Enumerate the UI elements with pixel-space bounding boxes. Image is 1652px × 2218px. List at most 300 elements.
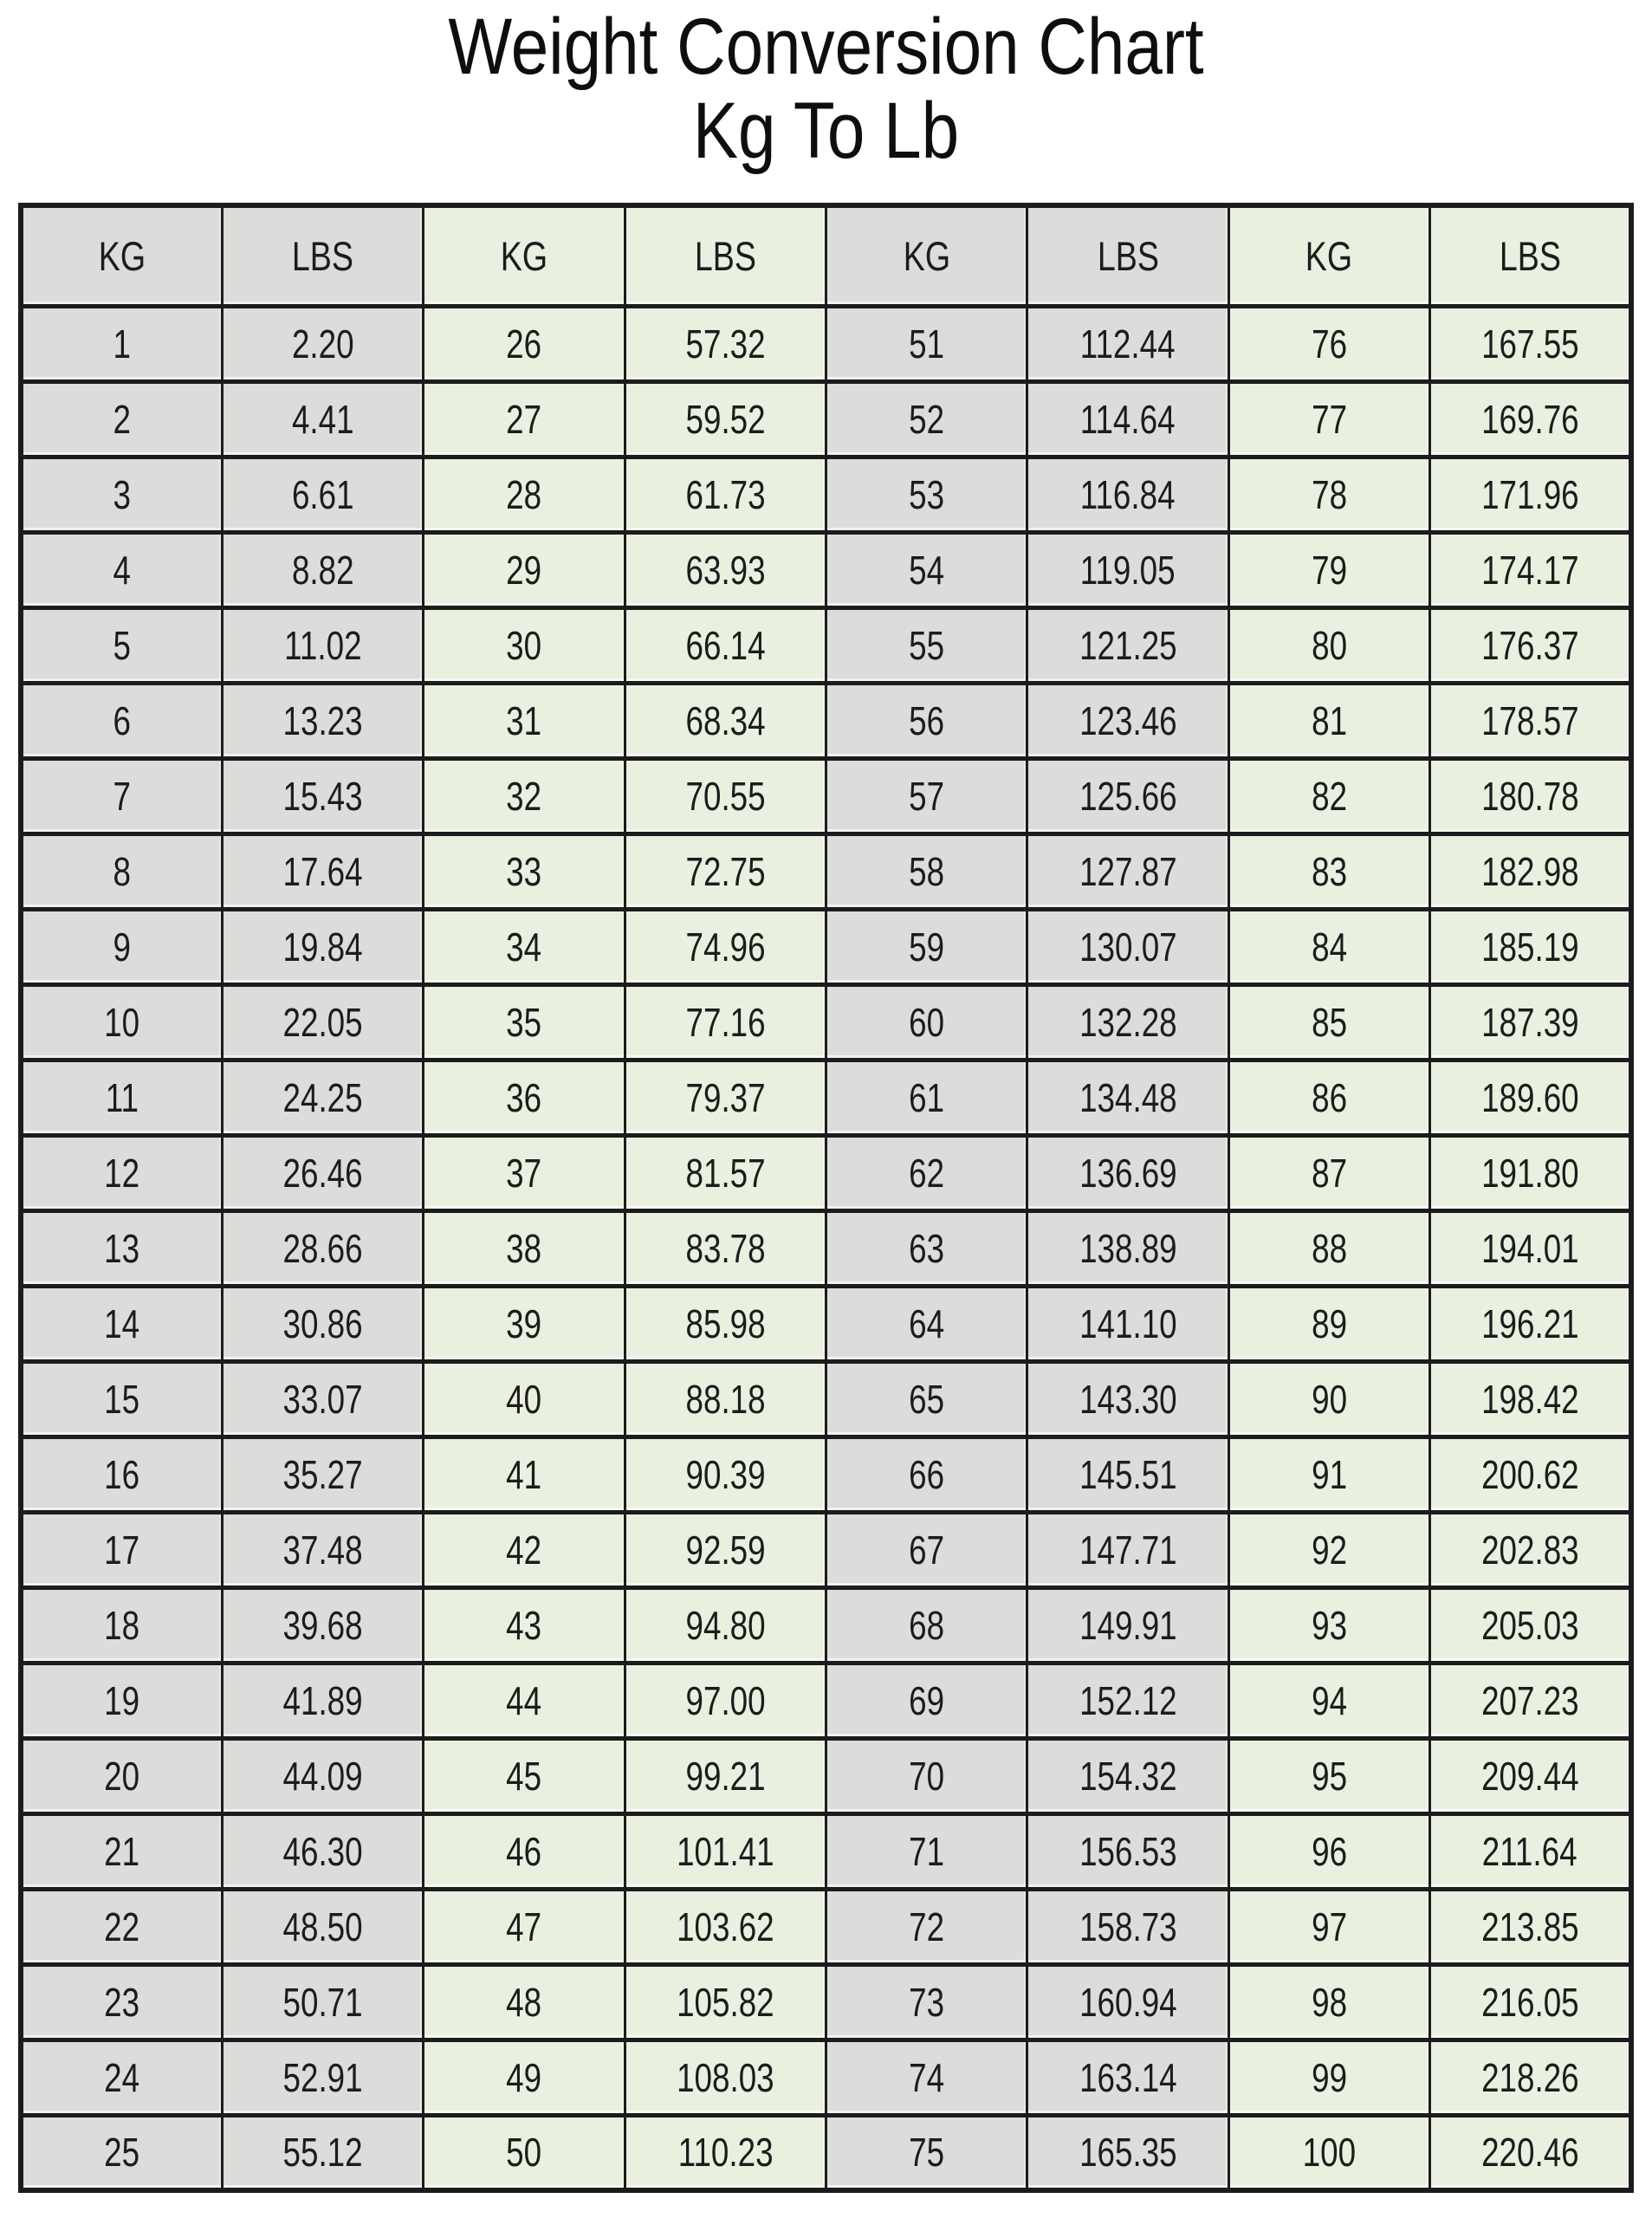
kg-cell: [826, 1813, 1027, 1889]
kg-cell-text: 25: [104, 2130, 140, 2176]
header-cell-kg-text: KG: [903, 232, 950, 279]
lbs-cell-text: 30.86: [282, 1300, 363, 1346]
kg-cell-text: 75: [909, 2130, 945, 2176]
lbs-cell: [222, 1286, 423, 1361]
kg-cell-text: 86: [1311, 1074, 1347, 1120]
table-row: [21, 1060, 1631, 1135]
lbs-cell-text: 198.42: [1480, 1376, 1579, 1422]
lbs-cell-text: 178.57: [1480, 697, 1579, 743]
lbs-cell: [625, 607, 826, 683]
lbs-cell-text: 8.82: [291, 547, 354, 593]
table-row: [21, 2115, 1631, 2190]
lbs-cell: [1027, 1135, 1228, 1210]
kg-cell-text: 81: [1311, 697, 1347, 743]
lbs-cell: [222, 984, 423, 1060]
lbs-cell-text: 90.39: [685, 1451, 766, 1497]
lbs-cell-text: 112.44: [1080, 321, 1176, 366]
table-row: [21, 1663, 1631, 1738]
kg-cell: [21, 683, 222, 758]
kg-cell: [1228, 758, 1429, 833]
lbs-cell: [625, 833, 826, 909]
kg-cell: [21, 1889, 222, 1964]
lbs-cell: [1027, 2040, 1228, 2115]
kg-cell-text: 58: [909, 848, 945, 894]
table-row: [21, 1286, 1631, 1361]
lbs-cell: [625, 306, 826, 381]
lbs-cell-text: 191.80: [1480, 1150, 1579, 1196]
kg-cell-text: 56: [909, 697, 945, 743]
kg-cell-text: 53: [909, 471, 945, 517]
lbs-cell-text: 13.23: [282, 697, 363, 743]
kg-cell-text: 32: [506, 773, 542, 819]
lbs-cell-text: 163.14: [1079, 2054, 1177, 2100]
lbs-cell: [1430, 1738, 1631, 1813]
lbs-cell-text: 156.53: [1079, 1828, 1177, 1874]
kg-cell: [424, 1512, 625, 1587]
kg-cell: [424, 1964, 625, 2040]
lbs-cell: [1430, 1512, 1631, 1587]
kg-cell-text: 47: [506, 1903, 542, 1949]
lbs-cell-text: 152.12: [1079, 1677, 1177, 1723]
lbs-cell: [222, 909, 423, 984]
lbs-cell: [1027, 532, 1228, 607]
lbs-cell-text: 81.57: [685, 1150, 766, 1196]
kg-cell: [1228, 1512, 1429, 1587]
table-row: [21, 607, 1631, 683]
kg-cell: [826, 1135, 1027, 1210]
kg-cell-text: 79: [1311, 547, 1347, 593]
kg-cell-text: 60: [909, 999, 945, 1045]
table-row: [21, 1813, 1631, 1889]
kg-cell: [424, 532, 625, 607]
header-cell-kg: [1228, 205, 1429, 306]
lbs-cell: [222, 1587, 423, 1663]
header-cell-lbs: [222, 205, 423, 306]
kg-cell: [424, 758, 625, 833]
lbs-cell: [1430, 1135, 1631, 1210]
table-row: [21, 2040, 1631, 2115]
table-row: [21, 306, 1631, 381]
kg-cell: [21, 1512, 222, 1587]
kg-cell: [21, 457, 222, 532]
lbs-cell-text: 6.61: [291, 471, 354, 517]
kg-cell-text: 61: [909, 1074, 945, 1120]
kg-cell: [424, 833, 625, 909]
lbs-cell-text: 165.35: [1079, 2130, 1177, 2176]
lbs-cell-text: 88.18: [685, 1376, 766, 1422]
table-row: [21, 1361, 1631, 1437]
lbs-cell: [625, 1210, 826, 1286]
kg-cell: [826, 1738, 1027, 1813]
kg-cell: [424, 2040, 625, 2115]
lbs-cell: [1027, 833, 1228, 909]
lbs-cell: [1430, 984, 1631, 1060]
kg-cell-text: 95: [1311, 1753, 1347, 1799]
kg-cell: [21, 1135, 222, 1210]
kg-cell: [826, 532, 1027, 607]
lbs-cell: [1430, 1286, 1631, 1361]
lbs-cell: [222, 532, 423, 607]
lbs-cell-text: 94.80: [685, 1602, 766, 1648]
kg-cell: [1228, 683, 1429, 758]
kg-cell-text: 87: [1311, 1150, 1347, 1196]
kg-cell: [1228, 1286, 1429, 1361]
lbs-cell-text: 63.93: [685, 547, 766, 593]
kg-cell-text: 69: [909, 1677, 945, 1723]
kg-cell-text: 10: [104, 999, 140, 1045]
lbs-cell-text: 110.23: [677, 2130, 774, 2176]
table-body: [21, 306, 1631, 2190]
lbs-cell-text: 189.60: [1480, 1074, 1579, 1120]
kg-cell: [826, 2040, 1027, 2115]
kg-cell: [826, 1361, 1027, 1437]
kg-cell-text: 77: [1311, 396, 1347, 442]
kg-cell-text: 62: [909, 1150, 945, 1196]
lbs-cell: [625, 457, 826, 532]
lbs-cell-text: 85.98: [685, 1300, 766, 1346]
kg-cell: [1228, 1361, 1429, 1437]
lbs-cell-text: 72.75: [685, 848, 766, 894]
lbs-cell: [1027, 1210, 1228, 1286]
lbs-cell-text: 134.48: [1079, 1074, 1177, 1120]
kg-cell-text: 67: [909, 1527, 945, 1573]
table-row: [21, 833, 1631, 909]
lbs-cell: [1027, 607, 1228, 683]
lbs-cell: [1027, 1361, 1228, 1437]
lbs-cell: [222, 1738, 423, 1813]
kg-cell-text: 68: [909, 1602, 945, 1648]
lbs-cell-text: 147.71: [1079, 1527, 1177, 1573]
kg-cell-text: 92: [1311, 1527, 1347, 1573]
kg-cell-text: 72: [909, 1903, 945, 1949]
kg-cell: [826, 833, 1027, 909]
header-cell-kg: [424, 205, 625, 306]
kg-cell: [1228, 306, 1429, 381]
lbs-cell-text: 205.03: [1480, 1602, 1579, 1648]
lbs-cell: [222, 2115, 423, 2190]
kg-cell: [826, 1210, 1027, 1286]
lbs-cell-text: 158.73: [1079, 1903, 1177, 1949]
kg-cell: [424, 984, 625, 1060]
kg-cell: [826, 1437, 1027, 1512]
table-row: [21, 1135, 1631, 1210]
page-title-line1: Weight Conversion Chart: [448, 3, 1204, 91]
lbs-cell-text: 119.05: [1080, 547, 1176, 593]
kg-cell-text: 12: [104, 1150, 140, 1196]
lbs-cell-text: 174.17: [1480, 547, 1579, 593]
lbs-cell: [1430, 909, 1631, 984]
lbs-cell-text: 123.46: [1079, 697, 1177, 743]
kg-cell-text: 94: [1311, 1677, 1347, 1723]
lbs-cell-text: 136.69: [1079, 1150, 1177, 1196]
lbs-cell: [1027, 1889, 1228, 1964]
lbs-cell: [222, 1135, 423, 1210]
lbs-cell: [625, 1738, 826, 1813]
kg-cell-text: 21: [104, 1828, 140, 1874]
lbs-cell: [625, 1286, 826, 1361]
kg-cell-text: 64: [909, 1300, 945, 1346]
lbs-cell: [1027, 457, 1228, 532]
lbs-cell: [1027, 1813, 1228, 1889]
kg-cell-text: 96: [1311, 1828, 1347, 1874]
kg-cell: [826, 306, 1027, 381]
kg-cell-text: 23: [104, 1979, 140, 2025]
kg-cell: [424, 683, 625, 758]
lbs-cell: [1430, 1210, 1631, 1286]
kg-cell-text: 9: [113, 924, 132, 970]
table-row: [21, 909, 1631, 984]
lbs-cell-text: 50.71: [282, 1979, 363, 2025]
lbs-cell: [625, 1060, 826, 1135]
lbs-cell-text: 132.28: [1079, 999, 1177, 1045]
kg-cell: [1228, 1135, 1429, 1210]
kg-cell: [424, 457, 625, 532]
kg-cell: [424, 1437, 625, 1512]
kg-cell-text: 16: [104, 1451, 140, 1497]
lbs-cell-text: 114.64: [1080, 396, 1176, 442]
table-row: [21, 1889, 1631, 1964]
lbs-cell: [222, 1813, 423, 1889]
lbs-cell: [222, 1060, 423, 1135]
kg-cell: [1228, 2115, 1429, 2190]
header-cell-lbs: [1027, 205, 1228, 306]
table-row: [21, 984, 1631, 1060]
lbs-cell-text: 24.25: [282, 1074, 363, 1120]
lbs-cell-text: 130.07: [1079, 924, 1177, 970]
lbs-cell: [1027, 1437, 1228, 1512]
lbs-cell: [625, 1587, 826, 1663]
kg-cell: [21, 1964, 222, 2040]
kg-cell: [21, 1361, 222, 1437]
lbs-cell-text: 41.89: [282, 1677, 363, 1723]
kg-cell-text: 48: [506, 1979, 542, 2025]
lbs-cell-text: 48.50: [282, 1903, 363, 1949]
lbs-cell-text: 216.05: [1480, 1979, 1579, 2025]
table-row: [21, 1512, 1631, 1587]
lbs-cell: [222, 1663, 423, 1738]
kg-cell-text: 14: [104, 1300, 140, 1346]
lbs-cell: [1027, 683, 1228, 758]
kg-cell: [21, 1663, 222, 1738]
lbs-cell: [625, 1437, 826, 1512]
lbs-cell-text: 79.37: [685, 1074, 766, 1120]
lbs-cell: [1430, 2115, 1631, 2190]
kg-cell-text: 83: [1311, 848, 1347, 894]
kg-cell-text: 85: [1311, 999, 1347, 1045]
lbs-cell: [1430, 1437, 1631, 1512]
kg-cell: [424, 1135, 625, 1210]
kg-cell: [1228, 909, 1429, 984]
lbs-cell-text: 125.66: [1079, 773, 1177, 819]
header-cell-kg: [826, 205, 1027, 306]
kg-cell-text: 71: [909, 1828, 945, 1874]
kg-cell-text: 46: [506, 1828, 542, 1874]
kg-cell-text: 33: [506, 848, 542, 894]
kg-cell-text: 74: [909, 2054, 945, 2100]
kg-cell: [424, 909, 625, 984]
lbs-cell-text: 213.85: [1480, 1903, 1579, 1949]
kg-cell-text: 29: [506, 547, 542, 593]
kg-cell: [1228, 1060, 1429, 1135]
lbs-cell-text: 92.59: [685, 1527, 766, 1573]
kg-cell-text: 100: [1302, 2130, 1357, 2176]
kg-cell-text: 30: [506, 622, 542, 668]
lbs-cell-text: 211.64: [1482, 1828, 1577, 1874]
table-row: [21, 1738, 1631, 1813]
kg-cell: [21, 1738, 222, 1813]
kg-cell-text: 1: [113, 321, 132, 366]
kg-cell-text: 20: [104, 1753, 140, 1799]
kg-cell-text: 97: [1311, 1903, 1347, 1949]
lbs-cell: [222, 833, 423, 909]
kg-cell-text: 36: [506, 1074, 542, 1120]
kg-cell-text: 91: [1311, 1451, 1347, 1497]
lbs-cell-text: 105.82: [677, 1979, 774, 2025]
lbs-cell: [625, 1813, 826, 1889]
kg-cell: [826, 2115, 1027, 2190]
lbs-cell-text: 52.91: [282, 2054, 363, 2100]
lbs-cell: [222, 683, 423, 758]
kg-cell: [1228, 1813, 1429, 1889]
kg-cell-text: 27: [506, 396, 542, 442]
lbs-cell: [625, 2115, 826, 2190]
lbs-cell-text: 187.39: [1480, 999, 1579, 1045]
lbs-cell-text: 46.30: [282, 1828, 363, 1874]
lbs-cell: [1027, 1286, 1228, 1361]
lbs-cell: [1430, 683, 1631, 758]
page-title-line2: Kg To Lb: [692, 87, 960, 175]
kg-cell-text: 89: [1311, 1300, 1347, 1346]
kg-cell-text: 34: [506, 924, 542, 970]
kg-cell: [424, 1210, 625, 1286]
lbs-cell: [625, 1135, 826, 1210]
lbs-cell: [1430, 758, 1631, 833]
kg-cell-text: 63: [909, 1225, 945, 1271]
kg-cell-text: 54: [909, 547, 945, 593]
lbs-cell-text: 220.46: [1480, 2130, 1579, 2176]
lbs-cell-text: 169.76: [1480, 396, 1579, 442]
lbs-cell-text: 35.27: [282, 1451, 363, 1497]
lbs-cell: [222, 1964, 423, 2040]
lbs-cell: [222, 2040, 423, 2115]
lbs-cell: [1430, 1813, 1631, 1889]
lbs-cell: [222, 1512, 423, 1587]
lbs-cell-text: 70.55: [685, 773, 766, 819]
kg-cell: [826, 683, 1027, 758]
lbs-cell-text: 22.05: [282, 999, 363, 1045]
kg-cell: [21, 1060, 222, 1135]
header-cell-lbs-text: LBS: [1499, 232, 1561, 279]
kg-cell: [826, 457, 1027, 532]
lbs-cell-text: 101.41: [677, 1828, 774, 1874]
kg-cell-text: 41: [506, 1451, 542, 1497]
lbs-cell: [222, 607, 423, 683]
lbs-cell: [1027, 381, 1228, 457]
kg-cell: [826, 1286, 1027, 1361]
table-row: [21, 1964, 1631, 2040]
lbs-cell: [1430, 1663, 1631, 1738]
kg-cell: [1228, 833, 1429, 909]
table-row: [21, 532, 1631, 607]
header-cell-lbs-text: LBS: [292, 232, 354, 279]
table-row: [21, 1437, 1631, 1512]
kg-cell: [21, 2040, 222, 2115]
kg-cell: [424, 1587, 625, 1663]
lbs-cell-text: 15.43: [282, 773, 363, 819]
lbs-cell: [1430, 1889, 1631, 1964]
kg-cell-text: 84: [1311, 924, 1347, 970]
kg-cell-text: 78: [1311, 471, 1347, 517]
lbs-cell: [1430, 532, 1631, 607]
kg-cell: [21, 1286, 222, 1361]
kg-cell: [826, 909, 1027, 984]
kg-cell-text: 8: [113, 848, 132, 894]
lbs-cell: [625, 2040, 826, 2115]
lbs-cell-text: 127.87: [1079, 848, 1177, 894]
lbs-cell-text: 116.84: [1080, 471, 1176, 517]
kg-cell-text: 22: [104, 1903, 140, 1949]
kg-cell: [826, 1964, 1027, 2040]
kg-cell-text: 55: [909, 622, 945, 668]
kg-cell: [1228, 1663, 1429, 1738]
header-cell-kg-text: KG: [1305, 232, 1353, 279]
kg-cell: [21, 909, 222, 984]
kg-cell: [1228, 1738, 1429, 1813]
kg-cell: [424, 1663, 625, 1738]
kg-cell-text: 31: [506, 697, 542, 743]
kg-cell: [424, 1060, 625, 1135]
lbs-cell-text: 97.00: [685, 1677, 766, 1723]
header-row: [21, 205, 1631, 306]
lbs-cell: [1027, 1738, 1228, 1813]
kg-cell-text: 66: [909, 1451, 945, 1497]
lbs-cell-text: 182.98: [1480, 848, 1579, 894]
lbs-cell-text: 207.23: [1480, 1677, 1579, 1723]
lbs-cell-text: 68.34: [685, 697, 766, 743]
lbs-cell-text: 200.62: [1480, 1451, 1579, 1497]
kg-cell-text: 40: [506, 1376, 542, 1422]
lbs-cell: [1027, 1964, 1228, 2040]
kg-cell: [1228, 984, 1429, 1060]
kg-cell-text: 11: [105, 1074, 139, 1120]
lbs-cell-text: 66.14: [685, 622, 766, 668]
kg-cell-text: 43: [506, 1602, 542, 1648]
lbs-cell: [1027, 1512, 1228, 1587]
kg-cell: [21, 1587, 222, 1663]
lbs-cell: [625, 1512, 826, 1587]
lbs-cell-text: 33.07: [282, 1376, 363, 1422]
lbs-cell: [222, 1437, 423, 1512]
kg-cell-text: 7: [113, 773, 132, 819]
kg-cell-text: 70: [909, 1753, 945, 1799]
kg-cell: [424, 1738, 625, 1813]
lbs-cell-text: 19.84: [282, 924, 363, 970]
lbs-cell: [222, 1210, 423, 1286]
kg-cell-text: 5: [113, 622, 132, 668]
header-cell-kg-text: KG: [98, 232, 146, 279]
kg-cell: [826, 1889, 1027, 1964]
kg-cell-text: 44: [506, 1677, 542, 1723]
header-cell-lbs-text: LBS: [694, 232, 756, 279]
table-row: [21, 1587, 1631, 1663]
kg-cell: [424, 1889, 625, 1964]
table-row: [21, 457, 1631, 532]
kg-cell: [1228, 381, 1429, 457]
lbs-cell: [625, 909, 826, 984]
kg-cell-text: 45: [506, 1753, 542, 1799]
kg-cell-text: 82: [1311, 773, 1347, 819]
kg-cell-text: 37: [506, 1150, 542, 1196]
